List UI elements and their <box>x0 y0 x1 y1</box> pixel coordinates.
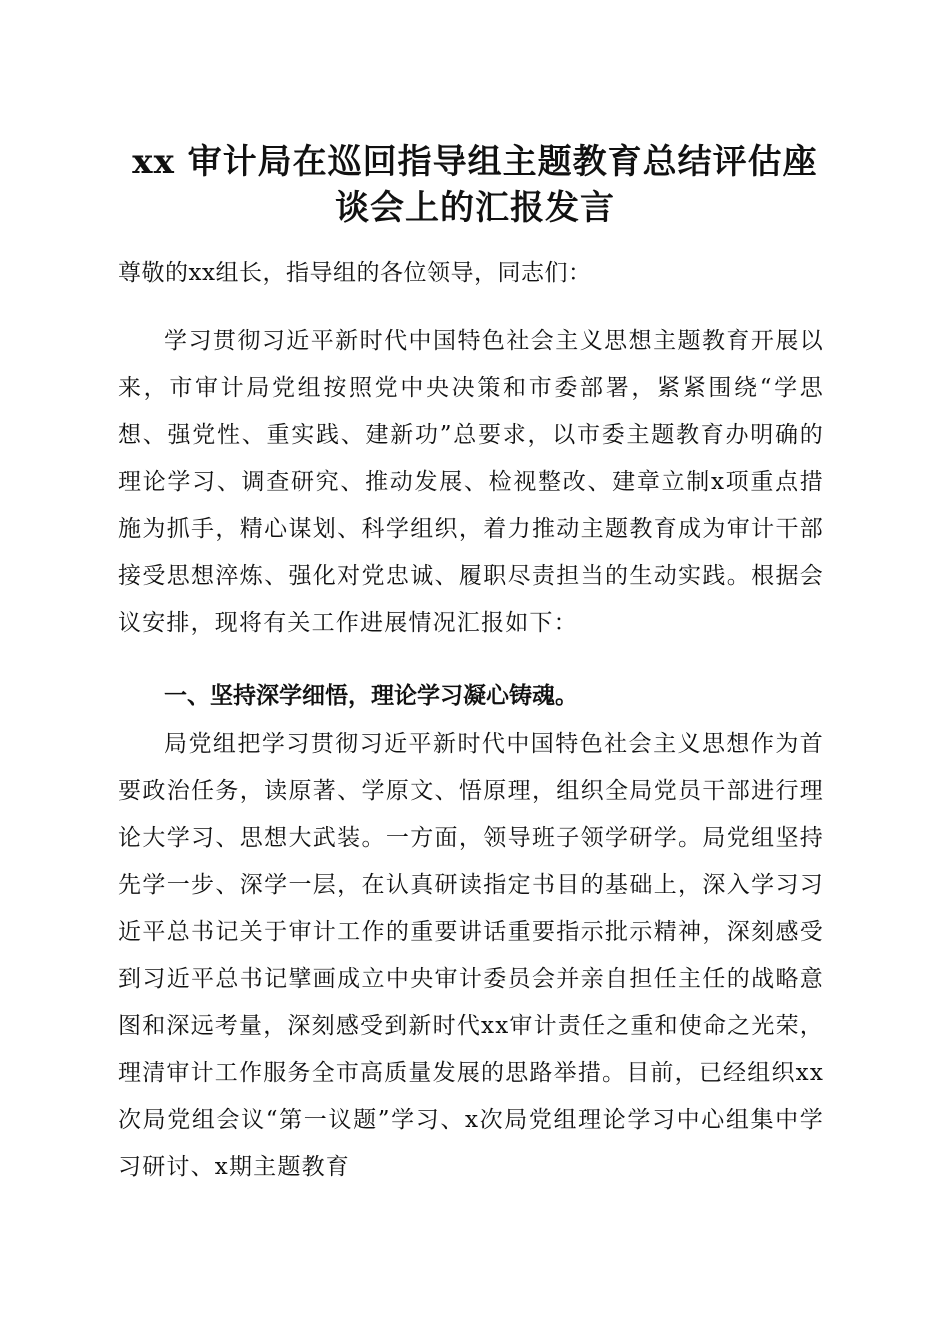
paragraph-intro: 学习贯彻习近平新时代中国特色社会主义思想主题教育开展以来，市审计局党组按照党中央决策和市委部署，紧紧围绕“学思想、强党性、重实践、建新功”总要求，以市委主题教育办明确的理论学习、调查研究、推动发展、检视整改、建章立制x项重点措施为抓手，精心谋划、科学组织，着力推动主题教育成为审计干部接受思想淬炼、强化对党忠诚、履职尽责担当的生动实践。根据会议安排，现将有关工作进展情况汇报如下： <box>118 328 824 636</box>
section-heading-1: 一、坚持深学细悟，理论学习凝心铸魂。 <box>164 683 578 709</box>
document-title-line-2: 谈会上的汇报发言 <box>335 188 615 228</box>
salutation: 尊敬的xx组长，指导组的各位领导，同志们： <box>118 260 592 286</box>
paragraph-section-1: 局党组把学习贯彻习近平新时代中国特色社会主义思想作为首要政治任务，读原著、学原文、悟原理，组织全局党员干部进行理论大学习、思想大武装。一方面，领导班子领学研学。局党组坚持先学一步、深学一层，在认真研读指定书目的基础上，深入学习习近平总书记关于审计工作的重要讲话重要指示批示精神，深刻感受到习近平总书记擘画成立中央审计委员会并亲自担任主任的战略意图和深远考量，深刻感受到新时代xx审计责任之重和使命之光荣，理清审计工作服务全市高质量发展的思路举措。目前，已经组织xx次局党组会议“第一议题”学习、x次局党组理论学习中心组集中学习研讨、x期主题教育 <box>118 731 824 1180</box>
document-title-line-1: xx 审计局在巡回指导组主题教育总结评估座 <box>132 142 818 182</box>
